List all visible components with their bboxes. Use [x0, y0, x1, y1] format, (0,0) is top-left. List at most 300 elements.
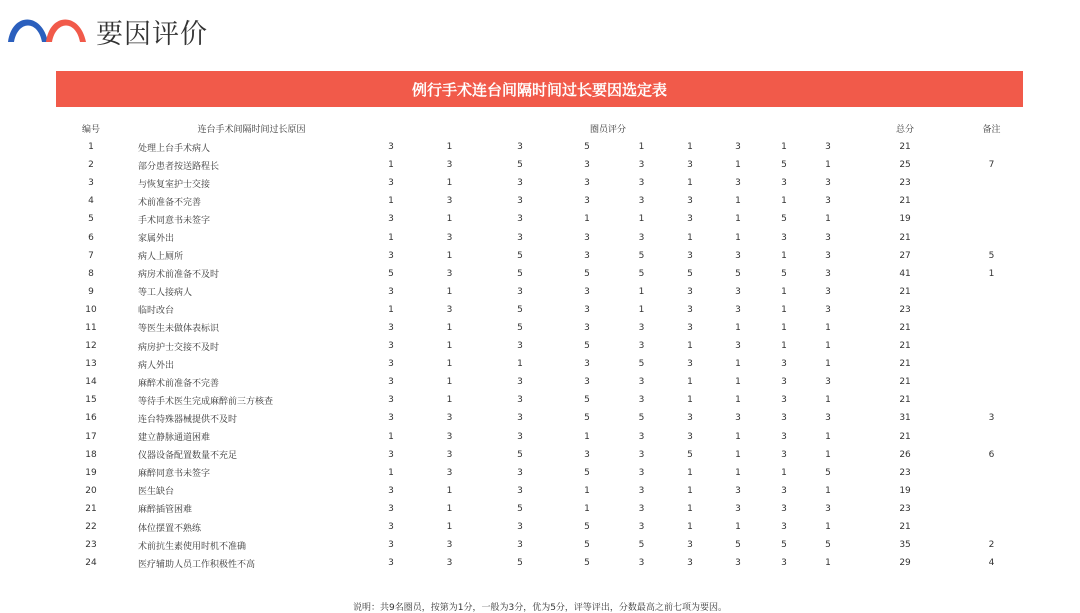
row-score: 3 [388, 449, 394, 460]
row-score: 1 [687, 142, 693, 153]
row-score: 3 [687, 431, 693, 442]
row-score: 1 [388, 304, 394, 315]
row-score: 5 [584, 467, 590, 478]
col-header-scores: 圈员评分 [590, 124, 627, 135]
row-score: 1 [446, 359, 453, 370]
row-score: 1 [584, 503, 590, 514]
row-score: 3 [825, 232, 831, 243]
page-title: 要因评价 [96, 19, 208, 50]
row-score: 5 [584, 540, 590, 551]
row-score: 1 [687, 503, 693, 514]
row-score: 3 [517, 232, 523, 243]
row-score: 3 [781, 431, 787, 442]
row-number: 16 [85, 413, 97, 424]
row-score: 3 [687, 359, 693, 370]
row-score: 1 [735, 431, 741, 442]
row-number: 4 [88, 196, 94, 207]
row-score: 1 [735, 449, 741, 460]
row-score: 3 [388, 395, 394, 406]
table-row [56, 247, 1023, 265]
table-title-banner: 例行手术连台间隔时间过长要因选定表 [56, 71, 1023, 107]
row-score: 3 [825, 142, 831, 153]
row-score: 3 [638, 522, 645, 533]
row-score: 1 [388, 232, 394, 243]
row-score: 3 [584, 178, 590, 189]
row-score: 1 [735, 377, 741, 388]
row-remark: 4 [988, 558, 995, 569]
table-row [56, 283, 1023, 301]
row-total: 23 [899, 467, 911, 478]
row-remark [960, 337, 1023, 355]
row-score: 1 [825, 558, 831, 569]
row-score: 1 [825, 395, 831, 406]
row-score: 1 [517, 359, 523, 370]
col-header-remark: 备注 [982, 124, 1001, 135]
row-total: 26 [899, 449, 911, 460]
row-total: 21 [899, 232, 911, 243]
row-score: 3 [687, 214, 693, 225]
row-score: 1 [446, 286, 453, 297]
row-reason: 麻醉插管困难 [138, 505, 193, 516]
table-row [56, 174, 1023, 192]
row-number: 22 [85, 522, 97, 533]
row-score: 1 [584, 485, 590, 496]
row-score: 3 [638, 232, 645, 243]
row-score: 3 [446, 431, 453, 442]
row-score: 1 [825, 322, 831, 333]
row-score: 3 [687, 286, 693, 297]
row-number: 11 [85, 322, 97, 333]
row-score: 3 [517, 178, 523, 189]
table-row [56, 210, 1023, 228]
row-remark [960, 464, 1023, 482]
table-row [56, 373, 1023, 391]
row-reason: 与恢复室护士交接 [138, 179, 211, 190]
row-score: 3 [638, 503, 645, 514]
row-reason: 病房护士交接不及时 [138, 342, 220, 353]
table-row [56, 319, 1023, 337]
row-total: 21 [899, 522, 911, 533]
row-score: 1 [825, 431, 831, 442]
row-score: 3 [781, 413, 787, 424]
row-score: 1 [687, 467, 693, 478]
row-score: 3 [446, 304, 453, 315]
table-row [56, 192, 1023, 210]
table-row [56, 301, 1023, 319]
row-score: 3 [517, 467, 523, 478]
brand-logo [6, 8, 88, 44]
row-reason: 医生缺台 [138, 487, 175, 498]
row-total: 21 [899, 431, 911, 442]
row-score: 5 [584, 395, 590, 406]
row-score: 1 [735, 214, 741, 225]
row-score: 3 [781, 178, 787, 189]
row-total: 21 [899, 395, 911, 406]
row-remark [960, 428, 1023, 446]
table-body [56, 138, 1023, 572]
row-score: 1 [446, 341, 453, 352]
row-score: 1 [446, 250, 453, 261]
row-number: 14 [85, 377, 97, 388]
row-total: 31 [899, 413, 911, 424]
row-score: 1 [825, 449, 831, 460]
col-header-total: 总分 [896, 124, 915, 135]
row-remark: 6 [988, 449, 995, 460]
row-remark [960, 482, 1023, 500]
row-score: 3 [781, 232, 787, 243]
row-score: 3 [687, 250, 693, 261]
row-total: 35 [899, 540, 911, 551]
row-score: 3 [517, 540, 523, 551]
row-score: 3 [517, 341, 523, 352]
row-score: 1 [388, 431, 394, 442]
row-score: 1 [825, 485, 831, 496]
row-score: 3 [388, 142, 394, 153]
row-score: 3 [388, 558, 394, 569]
table-row [56, 391, 1023, 409]
row-score: 1 [735, 196, 741, 207]
row-score: 1 [687, 341, 693, 352]
row-score: 3 [584, 250, 590, 261]
row-score: 3 [388, 322, 394, 333]
row-score: 1 [687, 377, 693, 388]
row-score: 3 [517, 413, 523, 424]
row-remark [960, 500, 1023, 518]
row-score: 3 [517, 395, 523, 406]
row-remark [960, 210, 1023, 228]
row-number: 24 [85, 558, 97, 569]
row-score: 3 [781, 359, 787, 370]
row-reason: 病人上厕所 [138, 252, 184, 263]
row-score: 1 [781, 196, 787, 207]
row-reason: 临时改台 [138, 306, 175, 317]
row-score: 1 [825, 214, 831, 225]
row-score: 3 [781, 522, 787, 533]
row-score: 3 [446, 413, 453, 424]
row-remark: 5 [988, 250, 995, 261]
row-remark: 2 [988, 540, 995, 551]
row-remark: 1 [988, 268, 995, 279]
row-score: 5 [517, 160, 523, 171]
row-score: 5 [687, 449, 693, 460]
row-remark [960, 192, 1023, 210]
row-score: 3 [735, 250, 741, 261]
row-reason: 家属外出 [138, 234, 175, 245]
row-reason: 体位摆置不熟练 [138, 523, 202, 534]
row-remark [960, 355, 1023, 373]
row-total: 21 [899, 377, 911, 388]
row-score: 3 [781, 558, 787, 569]
row-score: 3 [638, 160, 645, 171]
row-score: 1 [825, 359, 831, 370]
row-score: 5 [735, 268, 741, 279]
row-score: 3 [687, 304, 693, 315]
table-row [56, 156, 1023, 174]
col-header-reason: 连台手术间隔时间过长原因 [197, 124, 306, 135]
row-reason: 等待手术医生完成麻醉前三方核查 [138, 396, 274, 407]
row-score: 1 [781, 304, 787, 315]
col-header-no: 编号 [81, 124, 100, 135]
row-score: 5 [584, 142, 590, 153]
row-score: 3 [446, 268, 453, 279]
row-score: 1 [446, 377, 453, 388]
row-score: 3 [825, 268, 831, 279]
row-score: 3 [687, 196, 693, 207]
row-score: 1 [446, 503, 453, 514]
row-score: 1 [735, 232, 741, 243]
row-score: 3 [517, 377, 523, 388]
row-remark [960, 228, 1023, 246]
row-score: 3 [735, 558, 741, 569]
table-row [56, 482, 1023, 500]
row-number: 10 [85, 304, 97, 315]
row-score: 1 [584, 214, 590, 225]
row-score: 1 [735, 160, 741, 171]
row-score: 5 [638, 250, 645, 261]
row-total: 21 [899, 359, 911, 370]
row-total: 21 [899, 322, 911, 333]
row-score: 1 [638, 304, 645, 315]
row-score: 3 [638, 449, 645, 460]
row-score: 3 [638, 467, 645, 478]
row-score: 3 [638, 395, 645, 406]
row-score: 5 [584, 558, 590, 569]
row-reason: 处理上台手术病人 [138, 143, 211, 154]
table-row [56, 337, 1023, 355]
row-score: 3 [638, 341, 645, 352]
row-number: 13 [85, 359, 97, 370]
row-score: 1 [446, 485, 453, 496]
row-score: 5 [584, 413, 590, 424]
row-score: 1 [446, 522, 453, 533]
row-score: 5 [781, 540, 787, 551]
row-score: 5 [517, 322, 523, 333]
row-score: 3 [825, 304, 831, 315]
row-score: 1 [781, 142, 787, 153]
row-score: 5 [517, 250, 523, 261]
row-number: 2 [88, 160, 94, 171]
row-score: 3 [517, 522, 523, 533]
row-score: 3 [735, 178, 741, 189]
row-score: 1 [687, 522, 693, 533]
row-total: 41 [899, 268, 911, 279]
row-number: 20 [85, 485, 97, 496]
row-score: 1 [584, 431, 590, 442]
row-score: 1 [388, 160, 394, 171]
table-row [56, 355, 1023, 373]
row-score: 3 [781, 377, 787, 388]
row-score: 5 [825, 540, 831, 551]
row-score: 3 [388, 377, 394, 388]
row-total: 21 [899, 286, 911, 297]
row-total: 19 [899, 485, 911, 496]
row-reason: 等医生未做体表标识 [138, 324, 220, 335]
row-score: 3 [735, 304, 741, 315]
row-number: 9 [88, 286, 94, 297]
blue-arc-icon [8, 20, 48, 43]
row-score: 5 [735, 540, 741, 551]
table-row [56, 554, 1023, 572]
row-score: 3 [825, 377, 831, 388]
row-score: 3 [446, 232, 453, 243]
row-score: 3 [638, 322, 645, 333]
row-score: 3 [388, 540, 394, 551]
row-score: 5 [781, 160, 787, 171]
row-remark [960, 319, 1023, 337]
row-score: 5 [517, 268, 523, 279]
row-score: 1 [687, 395, 693, 406]
row-score: 3 [584, 359, 590, 370]
row-score: 3 [735, 413, 741, 424]
row-score: 3 [638, 485, 645, 496]
row-score: 3 [446, 449, 453, 460]
row-score: 1 [388, 467, 394, 478]
row-number: 6 [88, 232, 94, 243]
row-score: 1 [446, 214, 453, 225]
row-total: 21 [899, 341, 911, 352]
table-row [56, 536, 1023, 554]
row-score: 1 [735, 322, 741, 333]
row-score: 3 [584, 232, 590, 243]
row-score: 5 [584, 341, 590, 352]
row-score: 3 [687, 322, 693, 333]
row-score: 1 [781, 286, 787, 297]
row-reason: 手术同意书未签字 [138, 215, 211, 226]
row-remark: 3 [988, 413, 995, 424]
row-reason: 等工人接病人 [138, 288, 193, 299]
row-score: 3 [687, 540, 693, 551]
row-score: 5 [825, 467, 831, 478]
row-score: 5 [638, 268, 645, 279]
row-total: 23 [899, 304, 911, 315]
row-number: 17 [85, 431, 97, 442]
row-score: 3 [825, 286, 831, 297]
row-total: 19 [899, 214, 911, 225]
footnote: 说明：共9名圈员，按第为1分，一般为3分，优为5分，评等评出，分数最高之前七项为要因。 [353, 603, 727, 613]
row-reason: 病房术前准备不及时 [138, 270, 220, 281]
row-number: 23 [85, 540, 97, 551]
row-score: 3 [446, 160, 453, 171]
table-row [56, 464, 1023, 482]
row-number: 5 [88, 214, 94, 225]
row-remark [960, 174, 1023, 192]
row-score: 3 [638, 196, 645, 207]
row-score: 3 [584, 286, 590, 297]
table-row [56, 409, 1023, 427]
row-score: 3 [735, 286, 741, 297]
row-score: 1 [825, 160, 831, 171]
table-row [56, 138, 1023, 156]
row-score: 3 [638, 377, 645, 388]
row-remark [960, 138, 1023, 156]
row-score: 3 [825, 178, 831, 189]
row-score: 3 [388, 522, 394, 533]
row-score: 3 [584, 449, 590, 460]
row-score: 3 [584, 377, 590, 388]
row-reason: 部分患者按送路程长 [138, 161, 220, 172]
row-score: 3 [825, 503, 831, 514]
row-score: 1 [446, 322, 453, 333]
row-score: 3 [781, 449, 787, 460]
row-remark [960, 518, 1023, 536]
row-score: 1 [446, 178, 453, 189]
row-remark [960, 301, 1023, 319]
row-score: 3 [584, 196, 590, 207]
row-remark [960, 283, 1023, 301]
row-score: 5 [517, 503, 523, 514]
row-score: 3 [388, 485, 394, 496]
row-score: 1 [825, 522, 831, 533]
row-score: 3 [781, 485, 787, 496]
row-score: 3 [735, 485, 741, 496]
row-score: 5 [517, 449, 523, 460]
row-score: 1 [781, 467, 787, 478]
row-score: 3 [825, 250, 831, 261]
row-number: 1 [88, 142, 94, 153]
row-score: 1 [735, 359, 741, 370]
row-score: 1 [638, 214, 645, 225]
row-number: 7 [88, 250, 94, 261]
row-total: 21 [899, 196, 911, 207]
row-score: 3 [825, 196, 831, 207]
row-score: 3 [687, 413, 693, 424]
row-total: 25 [899, 160, 911, 171]
row-reason: 病人外出 [138, 360, 175, 371]
row-number: 21 [85, 503, 97, 514]
row-score: 5 [781, 214, 787, 225]
row-number: 12 [85, 341, 97, 352]
row-total: 21 [899, 142, 911, 153]
row-score: 3 [584, 322, 590, 333]
row-score: 5 [517, 304, 523, 315]
row-score: 5 [638, 359, 645, 370]
table-row [56, 228, 1023, 246]
row-score: 5 [388, 268, 394, 279]
row-score: 1 [781, 322, 787, 333]
table-row [56, 500, 1023, 518]
row-score: 5 [517, 558, 523, 569]
row-number: 15 [85, 395, 97, 406]
row-total: 23 [899, 178, 911, 189]
row-score: 3 [584, 304, 590, 315]
row-score: 3 [388, 214, 394, 225]
row-score: 3 [388, 178, 394, 189]
row-total: 27 [899, 250, 911, 261]
row-score: 3 [687, 160, 693, 171]
row-score: 3 [517, 431, 523, 442]
row-reason: 医疗辅助人员工作积极性不高 [138, 559, 256, 570]
row-score: 3 [638, 431, 645, 442]
row-score: 5 [638, 540, 645, 551]
row-score: 1 [735, 522, 741, 533]
row-score: 3 [517, 286, 523, 297]
row-number: 8 [88, 268, 94, 279]
table-header-row [56, 118, 1023, 138]
row-reason: 麻醉术前准备不完善 [138, 378, 220, 389]
row-score: 3 [517, 196, 523, 207]
row-score: 5 [584, 522, 590, 533]
row-remark [960, 391, 1023, 409]
row-score: 3 [446, 558, 453, 569]
row-score: 1 [446, 142, 453, 153]
row-score: 3 [638, 558, 645, 569]
row-score: 3 [825, 413, 831, 424]
row-score: 3 [388, 286, 394, 297]
row-score: 1 [638, 142, 645, 153]
row-score: 3 [735, 503, 741, 514]
row-score: 5 [687, 268, 693, 279]
row-score: 3 [781, 503, 787, 514]
